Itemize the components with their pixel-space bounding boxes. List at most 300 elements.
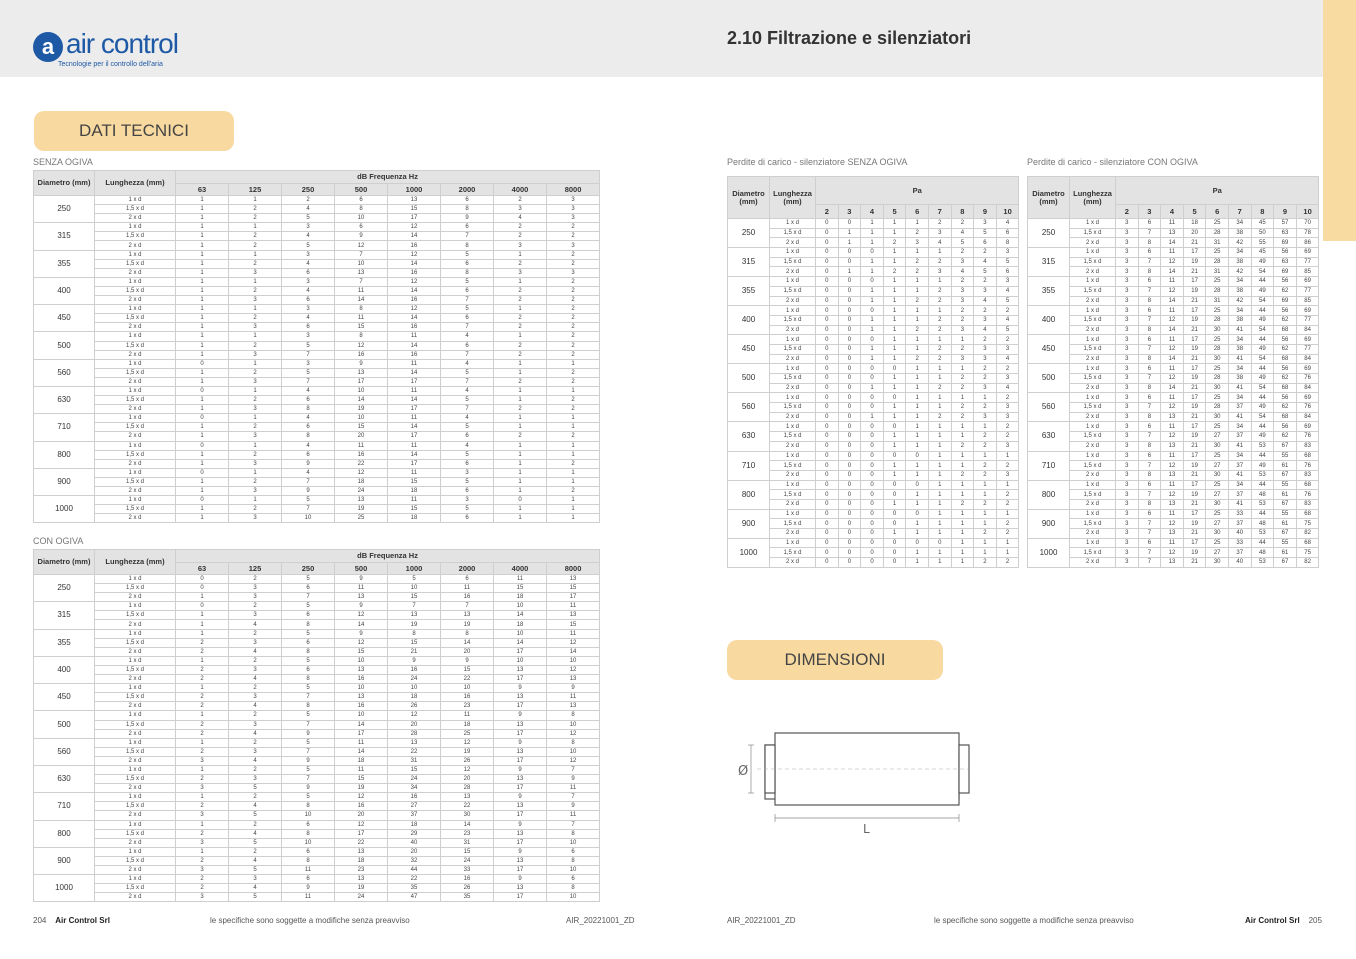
value-cell: 4 xyxy=(996,383,1019,393)
value-cell: 30 xyxy=(1206,383,1229,393)
value-cell: 3 xyxy=(229,296,282,305)
value-cell: 0 xyxy=(906,509,929,519)
footer-right xyxy=(1245,916,1322,925)
value-cell: 0 xyxy=(838,219,861,229)
value-cell: 1 xyxy=(547,496,600,505)
con-ogiva-caption: CON OGIVA xyxy=(33,536,84,546)
value-cell: 2 xyxy=(996,393,1019,403)
value-cell: 8 xyxy=(1138,441,1161,451)
value-cell: 1 xyxy=(494,459,547,468)
value-cell: 2 xyxy=(547,314,600,323)
value-cell: 7 xyxy=(1138,461,1161,471)
value-cell: 1 xyxy=(951,548,974,558)
table-row xyxy=(728,432,1019,442)
value-cell: 1 xyxy=(951,335,974,345)
value-cell: 2 xyxy=(996,364,1019,374)
value-cell: 1 xyxy=(928,519,951,529)
length-cell: 1 x d xyxy=(95,441,176,450)
value-cell: 56 xyxy=(1274,248,1297,258)
length-cell: 2 x d xyxy=(770,383,816,393)
table-row xyxy=(728,228,1019,238)
value-cell: 2 xyxy=(974,441,997,451)
value-cell: 23 xyxy=(335,866,388,875)
table-row xyxy=(728,374,1019,384)
logo-mark-icon: a xyxy=(33,32,63,62)
value-cell: 1 xyxy=(547,450,600,459)
value-cell: 6 xyxy=(282,323,335,332)
value-cell: 0 xyxy=(838,257,861,267)
value-cell: 5 xyxy=(441,450,494,459)
value-cell: 2 xyxy=(494,286,547,295)
value-cell: 11 xyxy=(335,738,388,747)
value-cell: 18 xyxy=(388,693,441,702)
length-cell: 2 x d xyxy=(95,620,176,629)
value-cell: 1 xyxy=(229,277,282,286)
value-cell: 10 xyxy=(547,747,600,756)
value-cell: 16 xyxy=(388,241,441,250)
value-cell: 5 xyxy=(996,325,1019,335)
value-cell: 6 xyxy=(282,423,335,432)
value-cell: 11 xyxy=(388,468,441,477)
value-cell: 34 xyxy=(1228,277,1251,287)
diameter-label: Ø xyxy=(738,764,749,779)
value-cell: 17 xyxy=(1183,306,1206,316)
value-cell: 1 xyxy=(861,325,884,335)
value-cell: 1 xyxy=(494,505,547,514)
value-cell: 3 xyxy=(1116,325,1139,335)
value-cell: 1 xyxy=(951,461,974,471)
value-cell: 0 xyxy=(176,441,229,450)
value-cell: 22 xyxy=(388,747,441,756)
value-cell: 4 xyxy=(229,647,282,656)
diameter-cell: 1000 xyxy=(34,496,95,523)
length-cell: 2 x d xyxy=(95,296,176,305)
table-row xyxy=(1028,461,1319,471)
diameter-cell: 630 xyxy=(34,765,95,792)
value-cell: 15 xyxy=(335,647,388,656)
value-cell: 2 xyxy=(974,432,997,442)
value-cell: 0 xyxy=(816,219,839,229)
value-cell: 14 xyxy=(1161,267,1184,277)
table-row xyxy=(728,267,1019,277)
value-cell: 7 xyxy=(1138,432,1161,442)
value-cell: 1 xyxy=(176,432,229,441)
length-cell: 2 x d xyxy=(770,441,816,451)
value-cell: 11 xyxy=(441,584,494,593)
diameter-cell: 400 xyxy=(34,277,95,304)
value-cell: 1 xyxy=(928,509,951,519)
value-cell: 5 xyxy=(229,811,282,820)
table-row xyxy=(1028,519,1319,529)
value-cell: 1 xyxy=(906,558,929,568)
value-cell: 16 xyxy=(335,702,388,711)
value-cell: 3 xyxy=(229,747,282,756)
value-cell: 56 xyxy=(1274,422,1297,432)
length-cell: 1,5 x d xyxy=(95,775,176,784)
table-row xyxy=(728,286,1019,296)
table-row xyxy=(34,702,600,711)
table-row xyxy=(34,611,600,620)
value-cell: 25 xyxy=(1206,393,1229,403)
length-cell: 1,5 x d xyxy=(1070,519,1116,529)
diameter-cell: 500 xyxy=(34,711,95,738)
value-cell: 40 xyxy=(1228,529,1251,539)
value-cell: 17 xyxy=(1183,451,1206,461)
value-cell: 0 xyxy=(838,529,861,539)
value-cell: 30 xyxy=(441,811,494,820)
value-cell: 17 xyxy=(494,647,547,656)
length-cell: 2 x d xyxy=(1070,267,1116,277)
diameter-cell: 630 xyxy=(1028,422,1070,451)
length-cell: 1,5 x d xyxy=(770,374,816,384)
value-cell: 3 xyxy=(1116,306,1139,316)
table-row xyxy=(1028,219,1319,229)
value-cell: 2 xyxy=(229,214,282,223)
value-cell: 2 xyxy=(928,354,951,364)
col-header-value: 1000 xyxy=(388,563,441,575)
value-cell: 0 xyxy=(861,519,884,529)
value-cell: 53 xyxy=(1251,558,1274,568)
value-cell: 2 xyxy=(906,267,929,277)
diameter-cell: 355 xyxy=(728,277,770,306)
col-header-value: 250 xyxy=(282,563,335,575)
value-cell: 19 xyxy=(441,620,494,629)
value-cell: 2 xyxy=(974,461,997,471)
value-cell: 1 xyxy=(176,396,229,405)
value-cell: 1 xyxy=(176,514,229,523)
value-cell: 11 xyxy=(547,811,600,820)
length-cell: 1,5 x d xyxy=(95,884,176,893)
value-cell: 34 xyxy=(1228,335,1251,345)
value-cell: 9 xyxy=(494,820,547,829)
value-cell: 2 xyxy=(547,487,600,496)
value-cell: 55 xyxy=(1274,480,1297,490)
length-cell: 1,5 x d xyxy=(95,802,176,811)
value-cell: 1 xyxy=(861,344,884,354)
value-cell: 4 xyxy=(229,620,282,629)
value-cell: 19 xyxy=(1183,315,1206,325)
value-cell: 13 xyxy=(335,268,388,277)
value-cell: 5 xyxy=(282,575,335,584)
value-cell: 10 xyxy=(335,386,388,395)
value-cell: 3 xyxy=(928,228,951,238)
value-cell: 0 xyxy=(883,451,906,461)
value-cell: 1 xyxy=(928,490,951,500)
value-cell: 0 xyxy=(816,238,839,248)
table-row xyxy=(34,405,600,414)
value-cell: 5 xyxy=(282,684,335,693)
value-cell: 6 xyxy=(441,432,494,441)
table-row xyxy=(728,344,1019,354)
diameter-cell: 800 xyxy=(34,441,95,468)
dati-tecnici-heading: DATI TECNICI xyxy=(34,111,234,151)
table-row xyxy=(1028,470,1319,480)
value-cell: 0 xyxy=(883,548,906,558)
table-row xyxy=(1028,529,1319,539)
value-cell: 37 xyxy=(1228,461,1251,471)
value-cell: 3 xyxy=(547,205,600,214)
length-cell: 2 x d xyxy=(95,514,176,523)
footer-left xyxy=(33,916,110,925)
value-cell: 11 xyxy=(335,584,388,593)
value-cell: 49 xyxy=(1251,315,1274,325)
table-row xyxy=(728,499,1019,509)
value-cell: 49 xyxy=(1251,432,1274,442)
value-cell: 14 xyxy=(1161,296,1184,306)
table-row xyxy=(34,505,600,514)
value-cell: 10 xyxy=(282,514,335,523)
value-cell: 1 xyxy=(176,765,229,774)
value-cell: 67 xyxy=(1274,441,1297,451)
value-cell: 4 xyxy=(229,884,282,893)
value-cell: 10 xyxy=(547,893,600,902)
value-cell: 17 xyxy=(388,214,441,223)
value-cell: 33 xyxy=(1228,538,1251,548)
diameter-cell: 800 xyxy=(34,820,95,847)
value-cell: 1 xyxy=(176,286,229,295)
page-number-left: 204 xyxy=(33,916,47,925)
value-cell: 1 xyxy=(861,267,884,277)
value-cell: 0 xyxy=(883,480,906,490)
value-cell: 0 xyxy=(816,383,839,393)
table-row xyxy=(34,205,600,214)
value-cell: 2 xyxy=(974,364,997,374)
value-cell: 1 xyxy=(883,383,906,393)
value-cell: 44 xyxy=(1251,277,1274,287)
value-cell: 30 xyxy=(1206,412,1229,422)
length-cell: 1,5 x d xyxy=(95,720,176,729)
value-cell: 3 xyxy=(176,893,229,902)
value-cell: 2 xyxy=(176,856,229,865)
value-cell: 0 xyxy=(838,558,861,568)
value-cell: 68 xyxy=(1296,480,1319,490)
value-cell: 17 xyxy=(388,459,441,468)
value-cell: 15 xyxy=(388,477,441,486)
value-cell: 5 xyxy=(282,793,335,802)
value-cell: 20 xyxy=(388,847,441,856)
value-cell: 41 xyxy=(1228,499,1251,509)
value-cell: 1 xyxy=(906,499,929,509)
value-cell: 2 xyxy=(229,765,282,774)
value-cell: 17 xyxy=(494,811,547,820)
header-band xyxy=(0,0,1323,77)
table-row xyxy=(728,558,1019,568)
value-cell: 0 xyxy=(176,386,229,395)
value-cell: 1 xyxy=(996,509,1019,519)
length-cell: 2 x d xyxy=(95,487,176,496)
value-cell: 82 xyxy=(1296,558,1319,568)
table-row xyxy=(1028,558,1319,568)
value-cell: 2 xyxy=(996,432,1019,442)
value-cell: 2 xyxy=(176,875,229,884)
value-cell: 44 xyxy=(1251,451,1274,461)
value-cell: 13 xyxy=(494,665,547,674)
value-cell: 38 xyxy=(1228,315,1251,325)
value-cell: 4 xyxy=(441,359,494,368)
value-cell: 18 xyxy=(494,593,547,602)
value-cell: 17 xyxy=(1183,277,1206,287)
col-header-diametro: Diametro (mm) xyxy=(34,550,95,575)
value-cell: 12 xyxy=(1161,432,1184,442)
length-cell: 1 x d xyxy=(95,305,176,314)
value-cell: 13 xyxy=(494,802,547,811)
value-cell: 0 xyxy=(816,529,839,539)
value-cell: 0 xyxy=(861,451,884,461)
value-cell: 7 xyxy=(1138,548,1161,558)
value-cell: 7 xyxy=(282,350,335,359)
value-cell: 0 xyxy=(861,393,884,403)
table-row xyxy=(34,368,600,377)
value-cell: 41 xyxy=(1228,354,1251,364)
value-cell: 25 xyxy=(1206,538,1229,548)
company-logo xyxy=(30,28,190,72)
value-cell: 41 xyxy=(1228,412,1251,422)
value-cell: 3 xyxy=(1116,538,1139,548)
value-cell: 33 xyxy=(441,866,494,875)
value-cell: 10 xyxy=(335,656,388,665)
col-header-group: dB Frequenza Hz xyxy=(176,171,600,184)
diameter-cell: 500 xyxy=(1028,364,1070,393)
silencer-dimension-diagram xyxy=(737,728,977,838)
table-row xyxy=(1028,286,1319,296)
value-cell: 6 xyxy=(1138,509,1161,519)
table-row xyxy=(34,856,600,865)
length-cell: 2 x d xyxy=(1070,354,1116,364)
value-cell: 1 xyxy=(176,847,229,856)
value-cell: 3 xyxy=(996,441,1019,451)
value-cell: 1 xyxy=(176,684,229,693)
length-cell: 1 x d xyxy=(770,248,816,258)
value-cell: 4 xyxy=(441,332,494,341)
value-cell: 8 xyxy=(282,647,335,656)
value-cell: 13 xyxy=(1161,499,1184,509)
value-cell: 1 xyxy=(906,383,929,393)
value-cell: 2 xyxy=(494,377,547,386)
value-cell: 18 xyxy=(335,856,388,865)
value-cell: 9 xyxy=(335,602,388,611)
value-cell: 0 xyxy=(838,277,861,287)
table-row xyxy=(1028,403,1319,413)
value-cell: 5 xyxy=(996,257,1019,267)
value-cell: 12 xyxy=(547,665,600,674)
value-cell: 3 xyxy=(1116,480,1139,490)
value-cell: 2 xyxy=(996,558,1019,568)
value-cell: 2 xyxy=(547,432,600,441)
value-cell: 1 xyxy=(883,257,906,267)
value-cell: 10 xyxy=(494,602,547,611)
value-cell: 0 xyxy=(838,403,861,413)
value-cell: 1 xyxy=(176,296,229,305)
value-cell: 1 xyxy=(229,196,282,205)
value-cell: 1 xyxy=(951,529,974,539)
value-cell: 11 xyxy=(1161,277,1184,287)
value-cell: 1 xyxy=(494,386,547,395)
value-cell: 83 xyxy=(1296,499,1319,509)
value-cell: 0 xyxy=(861,509,884,519)
value-cell: 11 xyxy=(1161,248,1184,258)
diameter-cell: 560 xyxy=(728,393,770,422)
diameter-cell: 500 xyxy=(728,364,770,393)
value-cell: 10 xyxy=(441,684,494,693)
value-cell: 3 xyxy=(996,374,1019,384)
value-cell: 0 xyxy=(816,248,839,258)
table-row xyxy=(1028,538,1319,548)
value-cell: 3 xyxy=(1116,451,1139,461)
col-header-value: 8 xyxy=(1251,205,1274,219)
table-row xyxy=(728,441,1019,451)
table-row xyxy=(34,396,600,405)
value-cell: 19 xyxy=(1183,432,1206,442)
col-header-group: Pa xyxy=(816,177,1019,205)
value-cell: 19 xyxy=(1183,286,1206,296)
table-row xyxy=(1028,499,1319,509)
value-cell: 1 xyxy=(906,248,929,258)
value-cell: 5 xyxy=(441,423,494,432)
value-cell: 1 xyxy=(176,505,229,514)
value-cell: 11 xyxy=(388,441,441,450)
length-cell: 2 x d xyxy=(1070,499,1116,509)
value-cell: 3 xyxy=(547,268,600,277)
value-cell: 0 xyxy=(816,277,839,287)
col-header-value: 2 xyxy=(1116,205,1139,219)
value-cell: 1 xyxy=(176,711,229,720)
table-row xyxy=(34,441,600,450)
value-cell: 4 xyxy=(441,441,494,450)
value-cell: 1 xyxy=(928,364,951,374)
value-cell: 9 xyxy=(441,656,494,665)
value-cell: 25 xyxy=(1206,480,1229,490)
value-cell: 69 xyxy=(1296,335,1319,345)
table-row xyxy=(34,629,600,638)
value-cell: 17 xyxy=(494,838,547,847)
value-cell: 9 xyxy=(494,875,547,884)
length-cell: 1 x d xyxy=(1070,422,1116,432)
value-cell: 0 xyxy=(861,538,884,548)
value-cell: 1 xyxy=(928,335,951,345)
value-cell: 15 xyxy=(335,423,388,432)
value-cell: 6 xyxy=(335,223,388,232)
value-cell: 1 xyxy=(494,368,547,377)
length-cell: 2 x d xyxy=(95,241,176,250)
value-cell: 0 xyxy=(816,306,839,316)
value-cell: 26 xyxy=(441,884,494,893)
value-cell: 7 xyxy=(1138,228,1161,238)
value-cell: 2 xyxy=(974,335,997,345)
value-cell: 3 xyxy=(176,756,229,765)
value-cell: 28 xyxy=(1206,344,1229,354)
length-cell: 2 x d xyxy=(95,675,176,684)
value-cell: 56 xyxy=(1274,393,1297,403)
value-cell: 6 xyxy=(441,286,494,295)
value-cell: 17 xyxy=(494,675,547,684)
table-row xyxy=(1028,393,1319,403)
value-cell: 3 xyxy=(1116,228,1139,238)
table-row xyxy=(1028,441,1319,451)
table-row xyxy=(34,423,600,432)
value-cell: 1 xyxy=(928,499,951,509)
value-cell: 1 xyxy=(176,332,229,341)
table-row xyxy=(34,232,600,241)
value-cell: 2 xyxy=(229,820,282,829)
value-cell: 32 xyxy=(388,856,441,865)
value-cell: 13 xyxy=(1161,470,1184,480)
length-cell: 1 x d xyxy=(1070,335,1116,345)
value-cell: 38 xyxy=(1228,286,1251,296)
table-row xyxy=(34,829,600,838)
value-cell: 18 xyxy=(441,720,494,729)
table-row xyxy=(728,315,1019,325)
value-cell: 0 xyxy=(816,228,839,238)
